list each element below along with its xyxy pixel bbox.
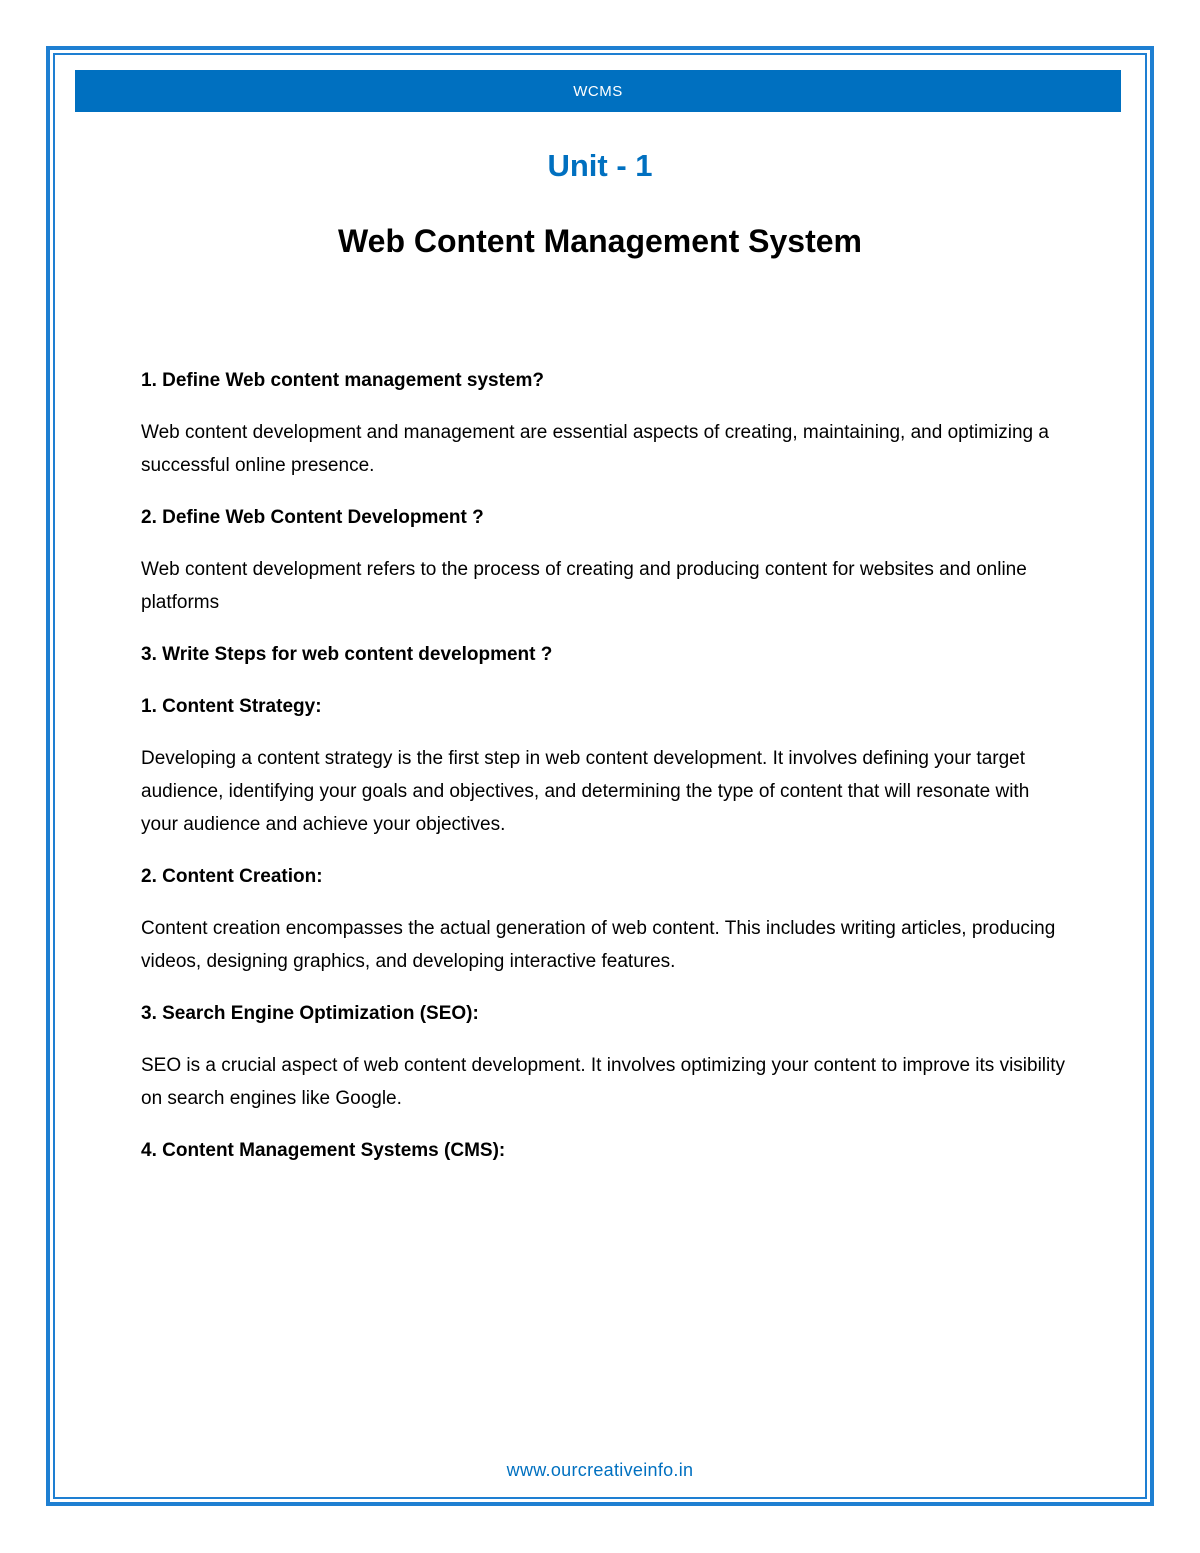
unit-title: Unit - 1 <box>547 148 653 183</box>
answer-paragraph: Web content development refers to the process of creating and producing content for websites and online platforms <box>141 559 1027 613</box>
question-heading: 1. Define Web content management system? <box>141 370 544 391</box>
step-heading: 2. Content Creation: <box>141 866 323 887</box>
document-body <box>141 364 1066 1186</box>
header-bar <box>75 70 1121 112</box>
answer-paragraph: SEO is a crucial aspect of web content development. It involves optimizing your content to improve its visibility on search engines like Google. <box>141 1055 1066 1109</box>
footer-website-link[interactable]: www.ourcreativeinfo.in <box>506 1460 694 1480</box>
header-label: WCMS <box>573 82 623 100</box>
step-heading: 3. Search Engine Optimization (SEO): <box>141 1003 479 1024</box>
step-heading: 1. Content Strategy: <box>141 696 322 717</box>
answer-paragraph: Web content development and management are essential aspects of creating, maintaining, and optimizing a successful online presence. <box>141 422 1049 476</box>
answer-paragraph: Content creation encompasses the actual generation of web content. This includes writing articles, producing videos, designing graphics, and developing interactive features. <box>141 918 1056 972</box>
page-title: Web Content Management System <box>338 223 862 259</box>
step-heading: 4. Content Management Systems (CMS): <box>141 1140 506 1161</box>
question-heading: 2. Define Web Content Development ? <box>141 507 484 528</box>
question-heading: 3. Write Steps for web content development ? <box>141 644 553 665</box>
answer-paragraph: Developing a content strategy is the first step in web content development. It involves defining your target audience, identifying your goals and objectives, and determining the type of content that will resonate with your audience and achieve your objectives. <box>141 748 1030 835</box>
